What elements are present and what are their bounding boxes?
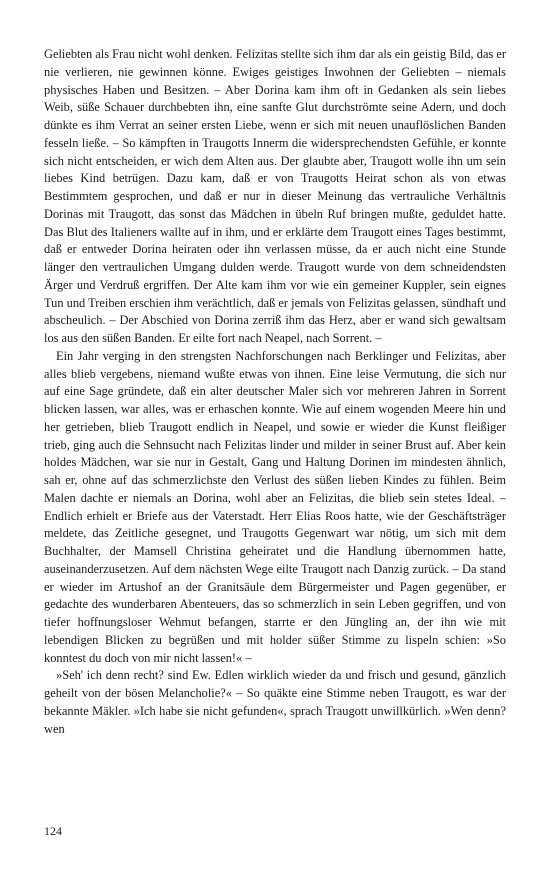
paragraph: Ein Jahr verging in den strengsten Nachforschungen nach Berklinger und Felizitas, aber alles blieb vergebens, niemand wußte etwas von ihnen. Eine leise Vermutung, die sich nur auf eine Sage gründete, daß ein alter deutscher Maler sich vor mehreren Jahren in Sorrent blicken lassen, war alles, was er erhaschen konnte. Wie auf einem wogenden Meere hin und her getrieben, blieb Traugott endlich in Neapel, und sowie er wieder die Kunst fleißiger trieb, ging auch die Sehnsucht nach Felizitas linder und milder in seiner Brust auf. Aber kein holdes Mädchen, war sie nur in Gestalt, Gang und Haltung Dorinen im mindesten ähnlich, sah er, ohne auf das schmerzlichste den Verlust des süßen lieben Kindes zu fühlen. Beim Malen dachte er niemals an Dorina, wohl aber an Felizitas, die blieb sein stetes Ideal. – Endlich erhielt er Briefe aus der Vaterstadt. Herr Elias Roos hatte, wie der Geschäftsträger meldete, das Zeitliche gesegnet, und Traugotts Gegenwart war nötig, um sich mit dem Buchhalter, der Mamsell Christina geheiratet und die Handlung übernommen hatte, auseinanderzusetzen. Auf dem nächsten Wege eilte Traugott nach Danzig zurück. – Da stand er wieder im Artushof an der Granitsäule dem Bürgermeister und Pagen gegenüber, er gedachte des wunderbaren Abenteuers, das so schmerzlich in sein Leben gegriffen, und von tiefer hoffnungsloser Wehmut befangen, starrte er den Jüngling an, der ihn wie mit lebendigen Blicken zu begrüßen und mit holder süßer Stimme zu lispeln schien: »So konntest du doch von mir nicht lassen!« – — [44, 348, 506, 665]
paragraph: Geliebten als Frau nicht wohl denken. Felizitas stellte sich ihm dar als ein geistig Bild, das er nie verlieren, nie gewinnen könne. Ewiges geistiges Inwohnen der Geliebten – niemals physisches Haben und Besitzen. – Aber Dorina kam ihm oft in Gedanken als sein liebes Weib, süße Schauer durchbebten ihn, eine sanfte Glut durchströmte seine Adern, und doch dünkte es ihm Verrat an seiner ersten Liebe, wenn er sich mit neuen unauflöslichen Banden fesseln ließe. – So kämpften in Traugotts Innerm die widersprechendsten Gefühle, er konnte sich nicht entscheiden, er wich dem Alten aus. Der glaubte aber, Traugott wolle ihn um sein liebes Kind betrügen. Dazu kam, daß er von Traugotts Heirat schon als von etwas Bestimmtem gesprochen, und daß er nur in dieser Meinung das vertrauliche Verhältnis Dorinas mit Traugott, das sonst das Mädchen in übeln Ruf bringen mußte, geduldet hatte. Das Blut des Italieners wallte auf in ihm, und er erklärte dem Traugott eines Tages bestimmt, daß er entweder Dorina heiraten oder ihn verlassen müsse, da er auch nicht eine Stunde länger den vertraulichen Umgang dulden werde. Traugott wurde von dem schneidendsten Ärger und Verdruß ergriffen. Der Alte kam ihm vor wie ein gemeiner Kuppler, sein eignes Tun und Treiben erschien ihm verächtlich, daß er jemals von Felizitas gelassen, sündhaft und abscheulich. – Der Abschied von Dorina zerriß ihm das Herz, aber er wand sich gewaltsam los aus den süßen Banden. Er eilte fort nach Neapel, nach Sorrent. – — [44, 47, 506, 345]
page-body — [44, 46, 506, 738]
paragraph: »Seh' ich denn recht? sind Ew. Edlen wirklich wieder da und frisch und gesund, gänzlich geheilt von der bösen Melancholie?« – So quäkte eine Stimme neben Traugott, es war der bekannte Mäkler. »Ich habe sie nicht gefunden«, sprach Traugott unwillkürlich. »Wen denn? wen — [44, 668, 506, 736]
page-number: 124 — [44, 824, 62, 838]
